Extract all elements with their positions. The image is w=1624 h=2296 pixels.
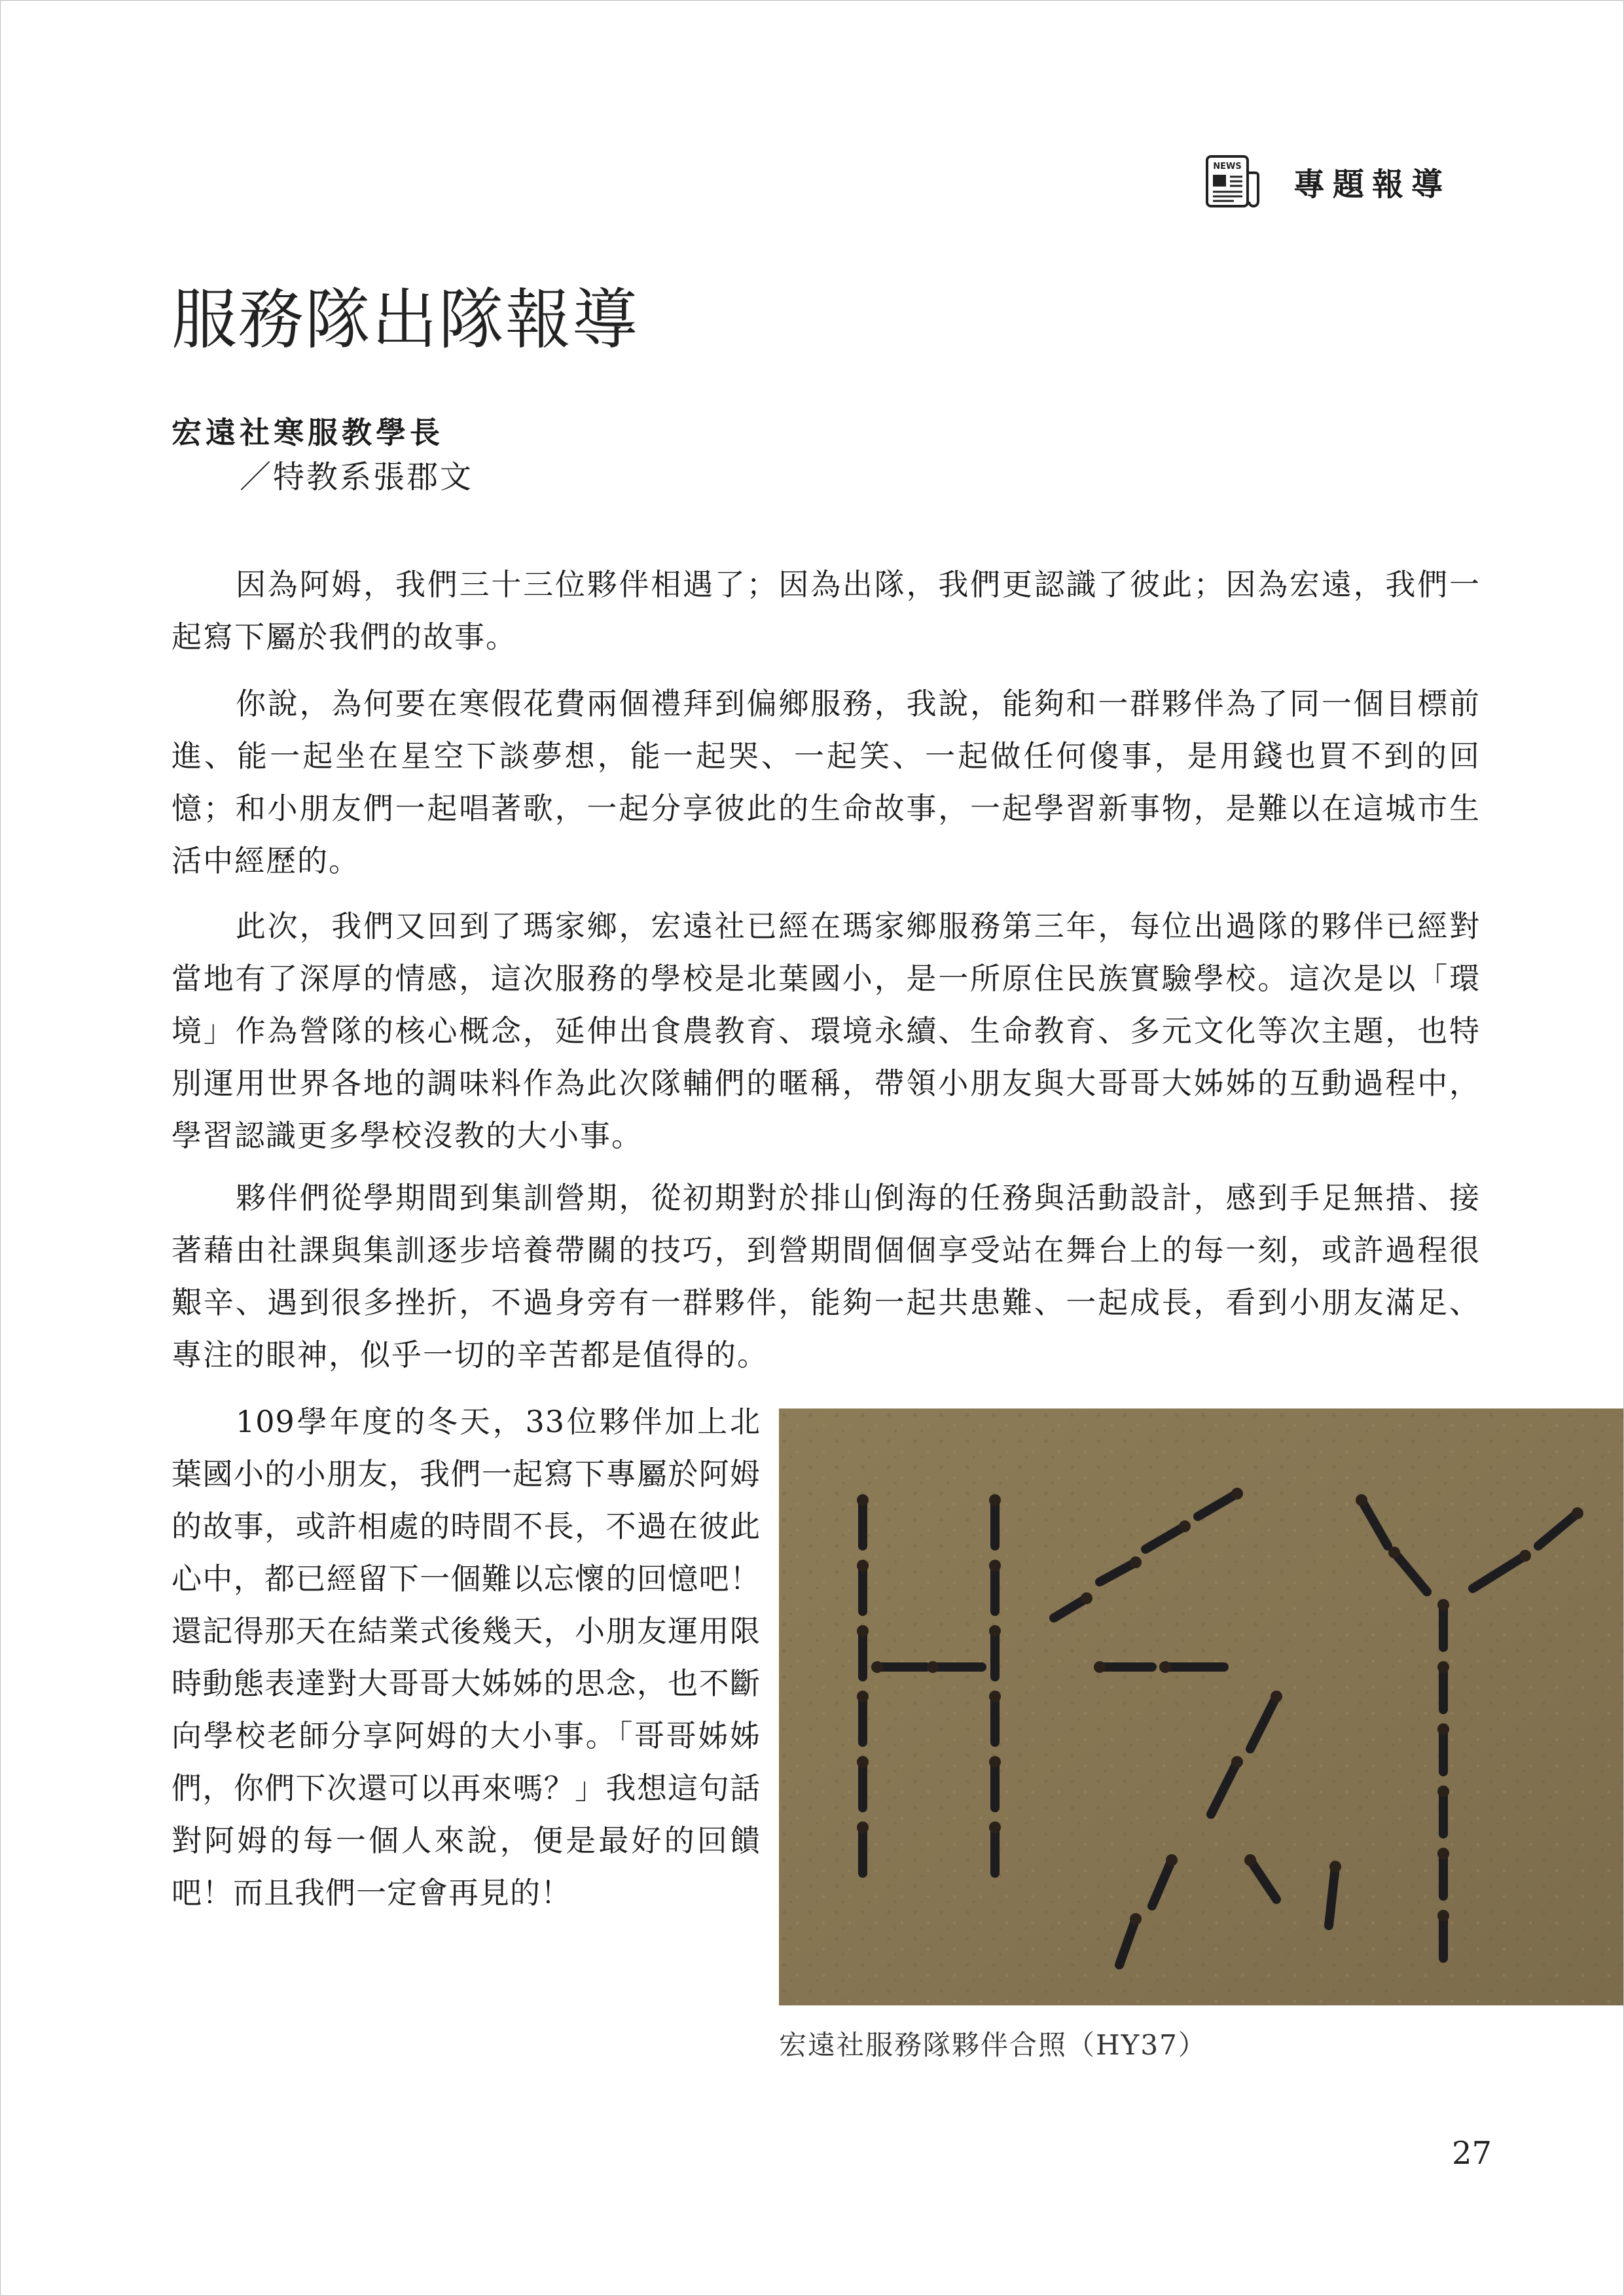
person-head — [871, 1661, 883, 1673]
person-head — [1437, 1848, 1449, 1859]
person-head — [989, 1691, 1001, 1702]
person-head — [857, 1625, 869, 1637]
team-photo — [779, 1408, 1623, 2005]
page-title: 服務隊出隊報導 — [171, 281, 639, 358]
person-head — [1166, 1854, 1178, 1866]
person-head — [1437, 1910, 1449, 1922]
person-head — [1159, 1661, 1171, 1673]
person-head — [857, 1494, 869, 1506]
person-head — [1437, 1785, 1449, 1797]
person-head — [1130, 1913, 1142, 1925]
article-paragraph-2: 你說，為何要在寒假花費兩個禮拜到偏鄉服務，我說，能夠和一群夥伴為了同一個目標前進、能一起坐在星空下談夢想，能一起哭、一起笑、一起做任何傻事，是用錢也買不到的回憶；和小朋友們一起唱著歌，一起分享彼此的生命故事，一起學習新事物，是難以在這城市生活中經歷的。 — [171, 686, 1481, 878]
byline-author: ／特教系張郡文 — [240, 459, 474, 495]
person-head — [1388, 1547, 1400, 1558]
person-head — [857, 1691, 869, 1702]
person-head — [1081, 1592, 1092, 1604]
person-head — [857, 1756, 869, 1768]
person-figure — [1329, 1867, 1335, 1926]
person-head — [989, 1560, 1001, 1571]
person-head — [1231, 1756, 1243, 1768]
section-label: 專題報導 — [1293, 166, 1451, 203]
person-head — [1437, 1723, 1449, 1735]
page-number: 27 — [1452, 2135, 1492, 2172]
person-head — [1572, 1507, 1583, 1519]
person-head — [1356, 1494, 1367, 1506]
newspaper-icon-text: NEWS — [1213, 162, 1242, 171]
article-paragraph-5: 109學年度的冬天，33位夥伴加上北葉國小的小朋友，我們一起寫下專屬於阿姆的故事，或許相處的時間不長，不過在彼此心中，都已經留下一個難以忘懷的回憶吧！還記得那天在結業式後幾天，小朋友運用限時動態表達對大哥哥大姊姊的思念，也不斷向學校老師分享阿姆的大小事。「哥哥姊姊們，你們下次還可以再來嗎？」我想這句話對阿姆的每一個人來說，便是最好的回饋吧！而且我們一定會再見的！ — [171, 1404, 761, 1910]
article-paragraph-3: 此次，我們又回到了瑪家鄉，宏遠社已經在瑪家鄉服務第三年，每位出過隊的夥伴已經對當地有了深厚的情感，這次服務的學校是北葉國小，是一所原住民族實驗學校。這次是以「環境」作為營隊的核心概念，延伸出食農教育、環境永續、生命教育、多元文化等次主題，也特別運用世界各地的調味料作為此次隊輔們的暱稱，帶領小朋友與大哥哥大姊姊的互動過程中，學習認識更多學校沒教的大小事。 — [171, 908, 1481, 1153]
person-head — [1437, 1661, 1449, 1673]
person-head — [1231, 1488, 1243, 1499]
article-paragraph-1: 因為阿姆，我們三十三位夥伴相遇了；因為出隊，我們更認識了彼此；因為宏遠，我們一起寫下屬於我們的故事。 — [171, 567, 1481, 655]
photo-caption: 宏遠社服務隊夥伴合照（HY37） — [779, 2029, 1207, 2061]
person-head — [989, 1821, 1001, 1833]
person-head — [1519, 1550, 1531, 1562]
person-head — [927, 1661, 939, 1673]
byline-organization: 宏遠社寒服教學長 — [171, 415, 444, 450]
person-head — [1244, 1854, 1256, 1866]
person-head — [989, 1756, 1001, 1768]
person-head — [1329, 1861, 1341, 1873]
person-head — [989, 1494, 1001, 1506]
person-head — [1437, 1599, 1449, 1611]
person-head — [1179, 1520, 1191, 1532]
person-head — [857, 1821, 869, 1833]
person-head — [1130, 1556, 1142, 1568]
person-head — [857, 1560, 869, 1571]
person-head — [1094, 1661, 1106, 1673]
article-paragraph-4: 夥伴們從學期間到集訓營期，從初期對於排山倒海的任務與活動設計，感到手足無措、接著藉由社課與集訓逐步培養帶關的技巧，到營期間個個享受站在舞台上的每一刻，或許過程很艱辛、遇到很多挫折，不過身旁有一群夥伴，能夠一起共患難、一起成長，看到小朋友滿足、專注的眼神，似乎一切的辛苦都是值得的。 — [171, 1180, 1481, 1372]
person-head — [989, 1625, 1001, 1637]
person-head — [1271, 1691, 1282, 1702]
section-header — [1204, 154, 1451, 208]
newspaper-icon — [1204, 154, 1261, 208]
